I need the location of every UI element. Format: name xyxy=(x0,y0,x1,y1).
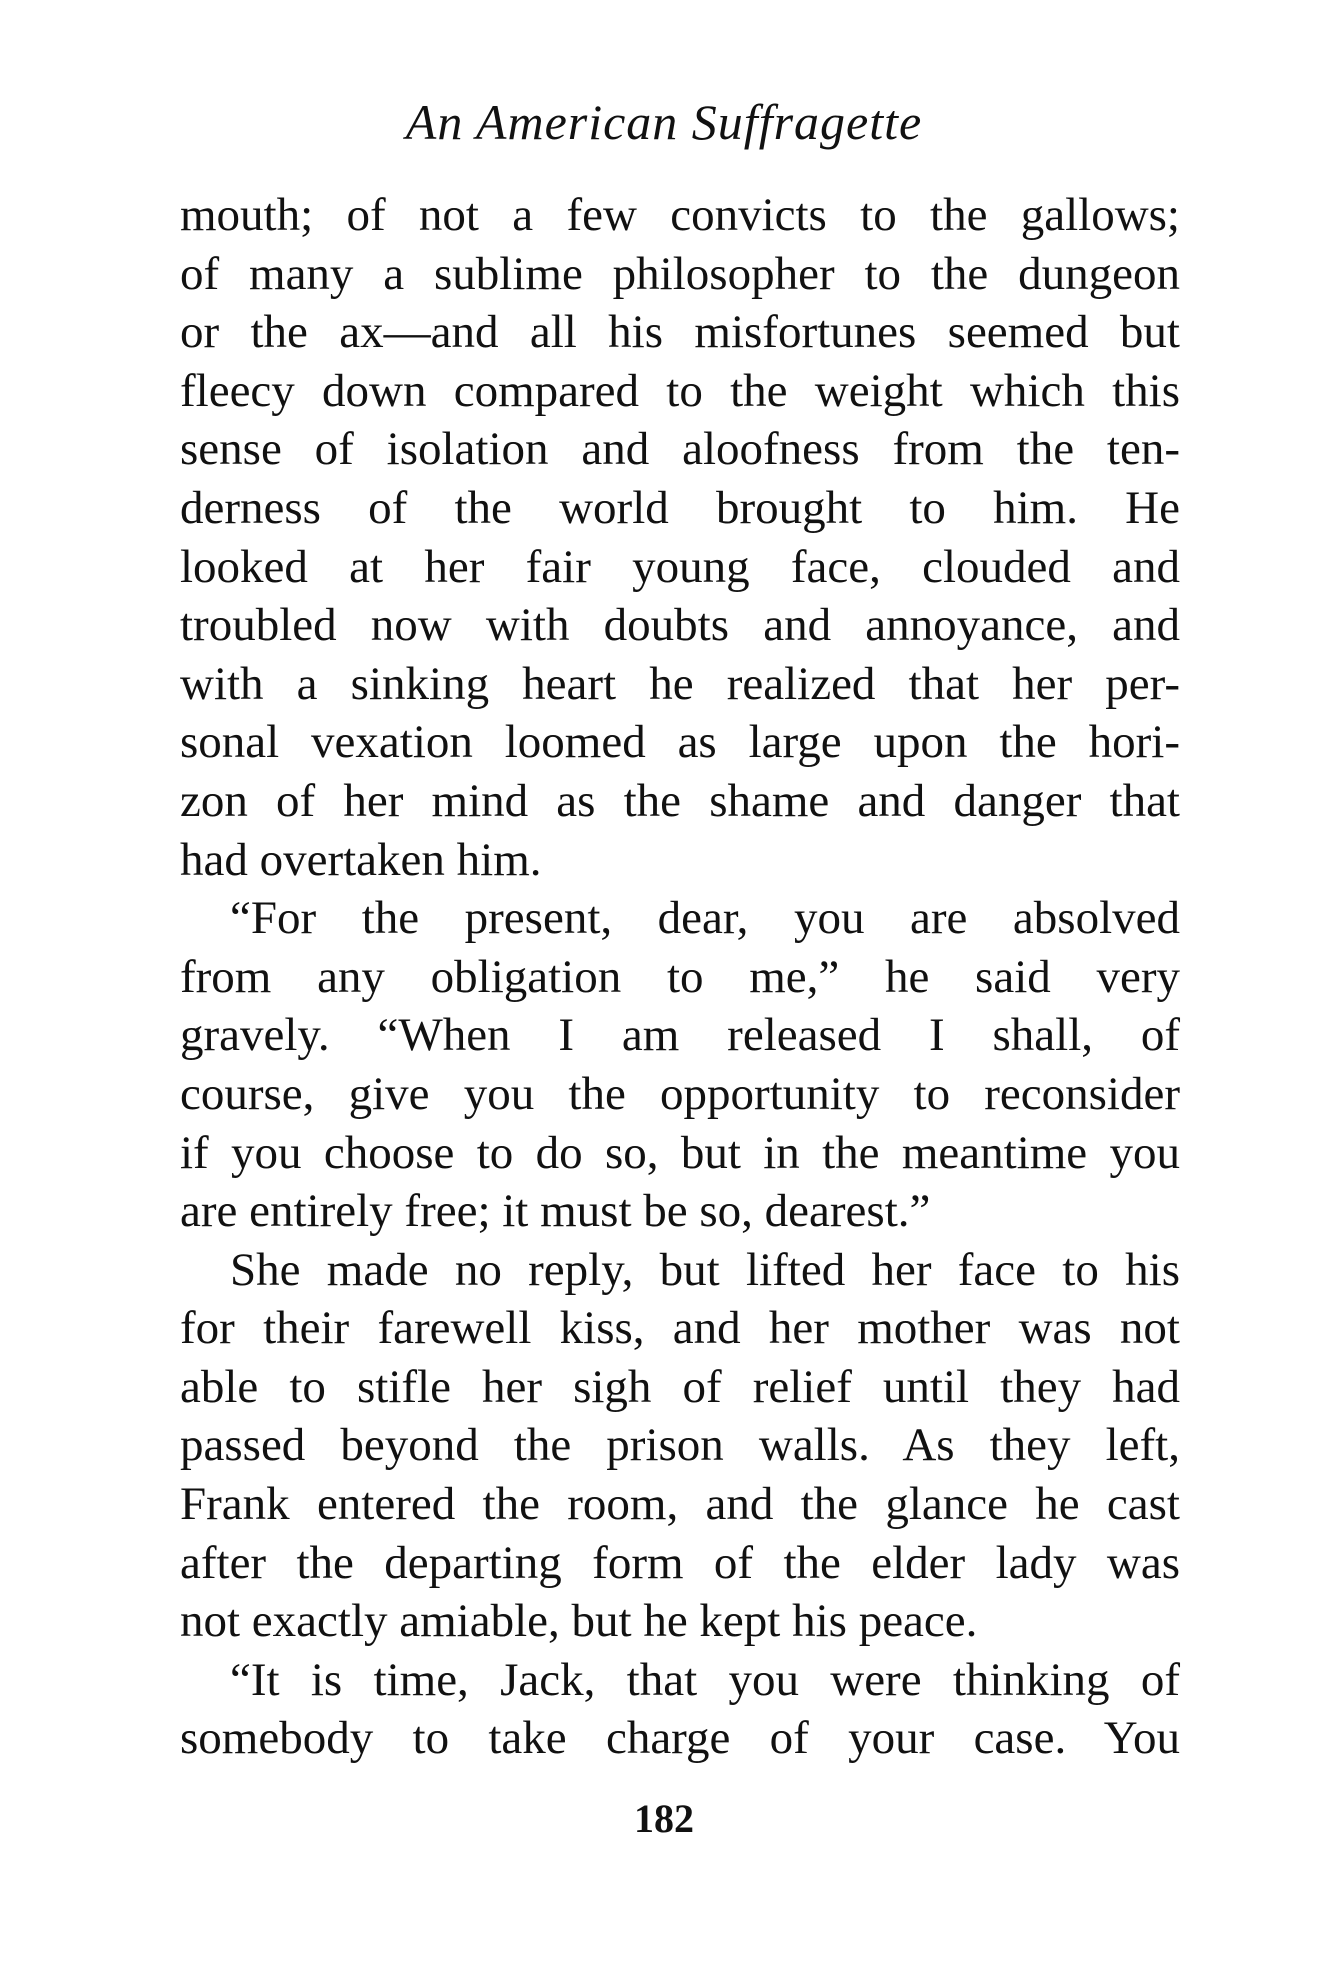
text-line: gravely. “When I am released I shall, of xyxy=(180,1009,1180,1062)
text-line: of many a sublime philosopher to the dungeon xyxy=(180,247,1180,300)
text-line: somebody to take charge of your case. You xyxy=(180,1712,1180,1765)
text-line: after the departing form of the elder lady was xyxy=(180,1536,1180,1589)
text-line: had overtaken him. xyxy=(180,833,542,886)
text-line: not exactly amiable, but he kept his peace. xyxy=(180,1595,978,1648)
text-line: sonal vexation loomed as large upon the hori- xyxy=(180,716,1180,769)
text-line: passed beyond the prison walls. As they left, xyxy=(180,1419,1180,1472)
text-line: are entirely free; it must be so, dearest.” xyxy=(180,1185,931,1238)
text-line: mouth; of not a few convicts to the gallows; xyxy=(180,189,1180,241)
text-line: for their farewell kiss, and her mother was not xyxy=(180,1302,1180,1355)
text-line: “It is time, Jack, that you were thinking of xyxy=(230,1653,1180,1706)
text-line: fleecy down compared to the weight which this xyxy=(180,364,1180,417)
text-line: from any obligation to me,” he said very xyxy=(180,950,1180,1003)
text-line: zon of her mind as the shame and danger that xyxy=(180,774,1180,827)
text-line: “For the present, dear, you are absolved xyxy=(230,892,1180,945)
text-line: derness of the world brought to him. He xyxy=(180,481,1180,534)
text-line: looked at her fair young face, clouded and xyxy=(180,540,1180,593)
text-line: sense of isolation and aloofness from the ten- xyxy=(180,423,1180,476)
page-number: 182 xyxy=(634,1796,694,1841)
text-line: troubled now with doubts and annoyance, and xyxy=(180,599,1180,652)
text-line: Frank entered the room, and the glance he cast xyxy=(180,1478,1180,1531)
text-line: able to stifle her sigh of relief until they had xyxy=(180,1360,1180,1413)
running-head: An American Suffragette xyxy=(405,94,923,150)
text-line: with a sinking heart he realized that her per- xyxy=(180,657,1180,710)
text-line: if you choose to do so, but in the meantime you xyxy=(180,1126,1180,1179)
text-line: or the ax—and all his misfortunes seemed but xyxy=(180,306,1180,359)
text-line: She made no reply, but lifted her face to his xyxy=(230,1243,1180,1296)
text-line: course, give you the opportunity to reconsider xyxy=(180,1067,1180,1120)
body-text xyxy=(180,186,1180,1768)
